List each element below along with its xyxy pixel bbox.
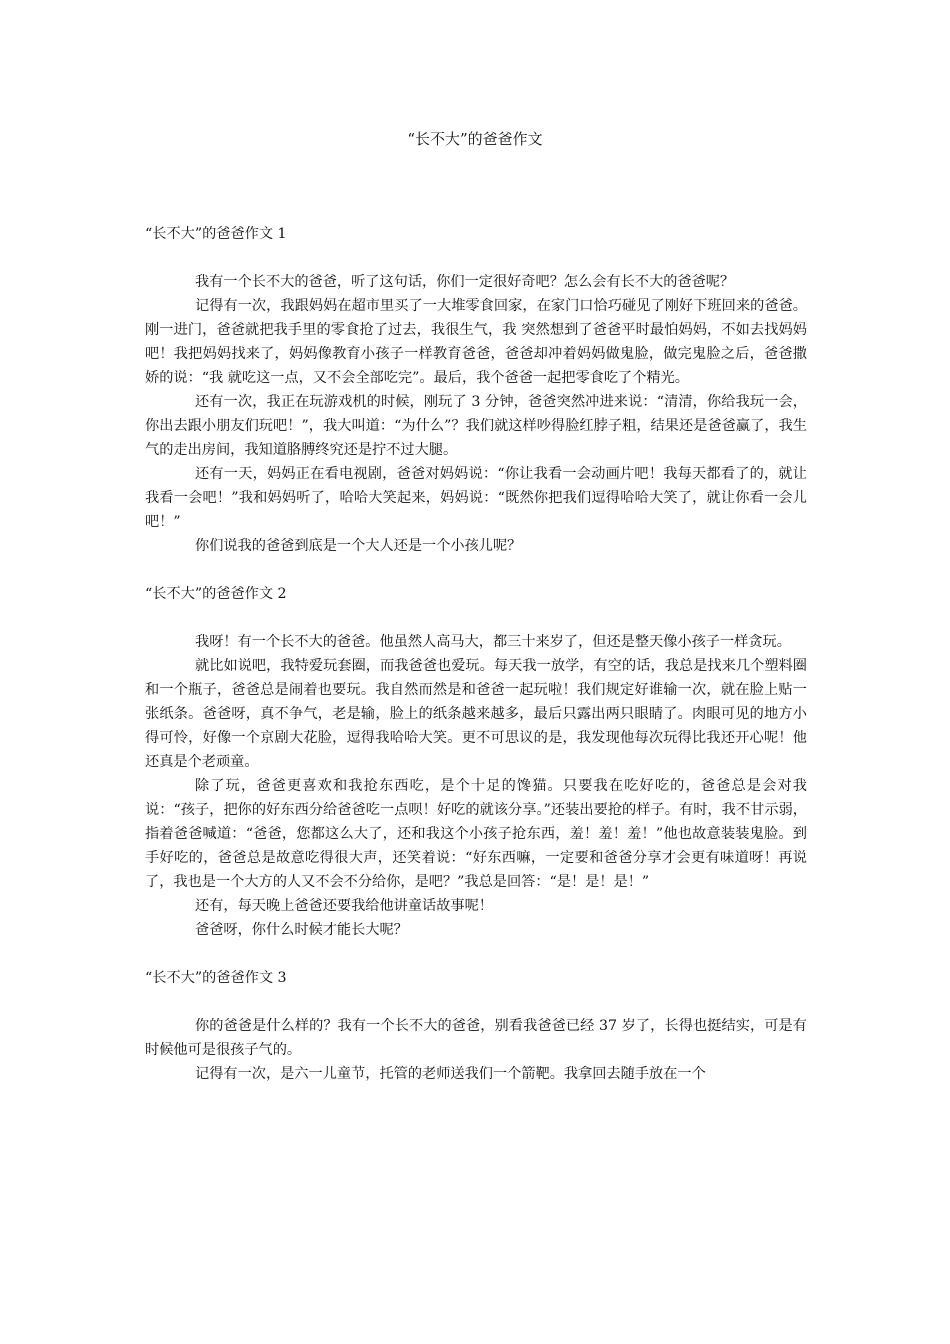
paragraph: 记得有一次，我跟妈妈在超市里买了一大堆零食回家，在家门口恰巧碰见了刚好下班回来的爸爸。刚一进门，爸爸就把我手里的零食抢了过去，我很生气，我 突然想到了爸爸平时最怕妈妈，不如去找妈妈吧！我把妈妈找来了，妈妈像教育小孩子一样教育爸爸，爸爸却冲着妈妈做鬼脸，做完鬼脸之后，爸爸撒娇的说：“我 就吃这一点，又不会全部吃完”。最后，我个爸爸一起把零食吃了个精光。 [145, 298, 807, 386]
essay-section-3 [145, 966, 807, 1086]
paragraph: 还有一天，妈妈正在看电视剧，爸爸对妈妈说：“你让我看一会动画片吧！我每天都看了的，就让我看一会吧！”我和妈妈听了，哈哈大笑起来，妈妈说：“既然你把我们逗得哈哈大笑了，就让你看一会儿吧！” [145, 466, 807, 530]
paragraph: 还有，每天晚上爸爸还要我给他讲童话故事呢！ [195, 898, 493, 914]
essay-section-2 [145, 582, 807, 942]
paragraph: 你们说我的爸爸到底是一个大人还是一个小孩儿呢？ [195, 538, 522, 554]
section-heading: “长不大”的爸爸作文 1 [145, 226, 287, 242]
section-heading: “长不大”的爸爸作文 2 [145, 586, 287, 602]
paragraph: 记得有一次，是六一儿童节，托管的老师送我们一个箭靶。我拿回去随手放在一个 [195, 1066, 706, 1082]
paragraph: 还有一次，我正在玩游戏机的时候，刚玩了 3 分钟，爸爸突然冲进来说：“清清，你给我玩一会，你出去跟小朋友们玩吧！”，我大叫道：“为什么”？我们就这样吵得脸红脖子粗，结果还是爸爸赢了，我生气的走出房间，我知道胳膊终究还是拧不过大腿。 [145, 394, 807, 458]
paragraph: 除了玩，爸爸更喜欢和我抢东西吃，是个十足的馋猫。只要我在吃好吃的，爸爸总是会对我说：“孩子，把你的好东西分给爸爸吃一点呗！好吃的就该分享。”还装出要抢的样子。有时，我不甘示弱，指着爸爸喊道：“爸爸，您都这么大了，还和我这个小孩子抢东西，羞！羞！羞！”他也故意装装鬼脸。到手好吃的，爸爸总是故意吃得很大声，还笑着说：“好东西嘛，一定要和爸爸分享才会更有味道呀！再说了，我也是一个大方的人又不会不分给你，是吧？”我总是回答：“是！是！是！” [145, 778, 807, 890]
paragraph: 爸爸呀，你什么时候才能长大呢？ [195, 922, 408, 938]
section-heading: “长不大”的爸爸作文 3 [145, 970, 287, 986]
paragraph: 我呀！有一个长不大的爸爸。他虽然人高马大，都三十来岁了，但还是整天像小孩子一样贪玩。 [195, 634, 791, 650]
paragraph: 就比如说吧，我特爱玩套圈，而我爸爸也爱玩。每天我一放学，有空的话，我总是找来几个塑料圈和一个瓶子，爸爸总是闹着也要玩。我自然而然是和爸爸一起玩啦！我们规定好谁输一次，就在脸上贴一张纸条。爸爸呀，真不争气，老是输，脸上的纸条越来越多，最后只露出两只眼睛了。肉眼可见的地方小得可怜，好像一个京剧大花脸，逗得我哈哈大笑。更不可思议的是，我发现他每次玩得比我还开心呢！他还真是个老顽童。 [145, 658, 807, 770]
document-title: “长不大”的爸爸作文 [407, 130, 543, 148]
document-body [145, 222, 807, 1086]
essay-section-1 [145, 222, 807, 558]
paragraph: 我有一个长不大的爸爸，听了这句话，你们一定很好奇吧？怎么会有长不大的爸爸呢？ [195, 274, 735, 290]
paragraph: 你的爸爸是什么样的？我有一个长不大的爸爸，别看我爸爸已经 37 岁了，长得也挺结实，可是有时候他可是很孩子气的。 [145, 1018, 807, 1058]
